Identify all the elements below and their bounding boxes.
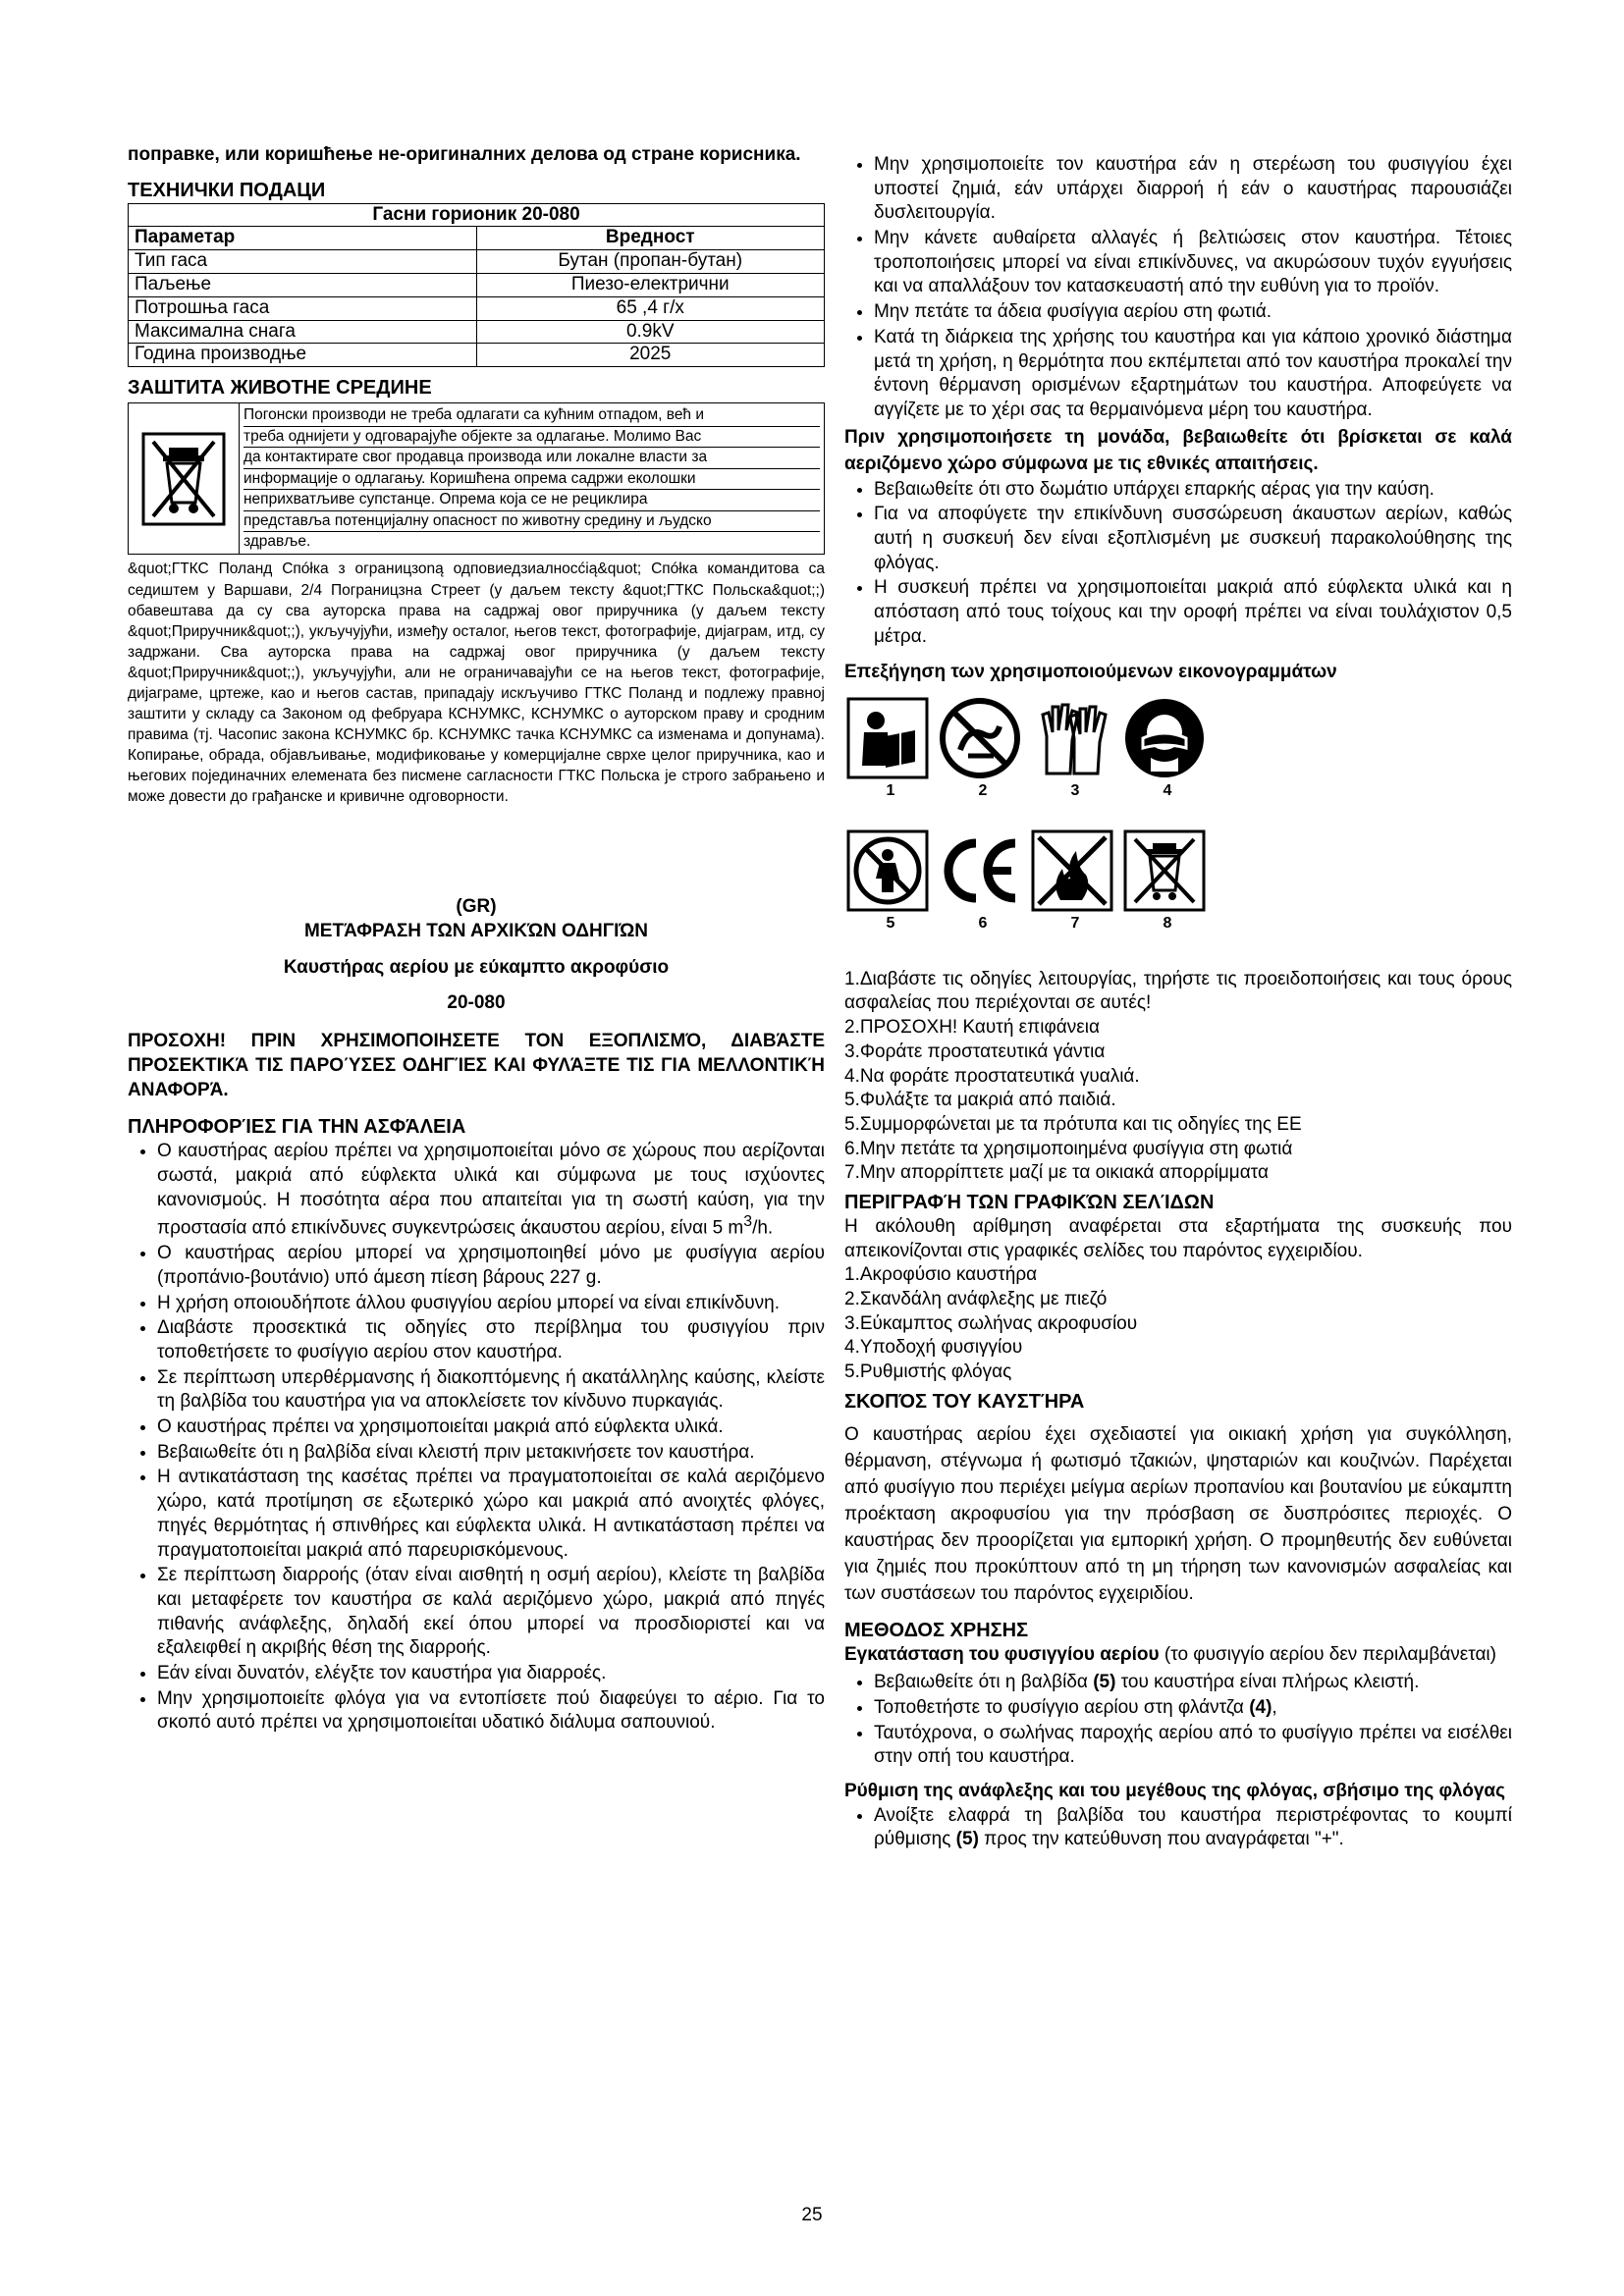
install-text: Βεβαιωθείτε ότι η βαλβίδα [874, 1672, 1094, 1693]
table-row [129, 274, 825, 297]
list-item: 5.Συμμορφώνεται με τα πρότυπα και τις οδηγίες της ΕΕ [844, 1113, 1302, 1135]
pictogram-number: 5 [886, 914, 895, 932]
spec-value: Пиезо-електрични [476, 274, 825, 297]
list-item: • Εάν είναι δυνατόν, ελέγξτε τον καυστήρα για διαρροές. [157, 1662, 825, 1686]
pictogram-number: 3 [1070, 782, 1080, 800]
adjust-list [844, 1804, 1512, 1852]
goggles-icon [1121, 695, 1208, 781]
list-item [874, 1671, 1512, 1695]
parts-list [844, 1263, 1512, 1384]
list-item: • Μην χρησιμοποιείτε φλόγα για να εντοπίσετε πού διαφεύγει το αέριο. Για το σκοπό αυτό πρέπει να χρησιμοποιείται υδατικό διάλυμα σαπουνιού. [157, 1687, 825, 1735]
table-row [129, 250, 825, 274]
env-line: треба однијети у одговарајуће објекте за одлагање. Молимо Вас [244, 427, 820, 448]
pictogram-number: 7 [1070, 914, 1080, 932]
list-item: 3.Φοράτε προστατευτικά γάντια [844, 1041, 1106, 1062]
list-item: 2.Σκανδάλη ανάφλεξης με πιεζό [844, 1289, 1108, 1309]
method-heading: ΜΕΘΟΔΟΣ ΧΡΗΣΗΣ [844, 1619, 1029, 1641]
list-item: 5.Ρυθμιστής φλόγας [844, 1362, 1012, 1383]
env-line: информације о одлагању. Коришћена опрема садржи еколошки [244, 469, 820, 490]
list-item: • Μην κάνετε αυθαίρετα αλλαγές ή βελτιώσεις στον καυστήρα. Τέτοιες τροποποιήσεις μπορεί να είναι επικίνδυνες, να ακυρώσουν τυχόν εγγυήσεις και να απαλλάξουν τον κατασκευαστή από την ευθύνη για το προϊόν. [874, 227, 1512, 299]
pictogram-list [844, 968, 1512, 1186]
list-item: • Σε περίπτωση διαρροής (όταν είναι αισθητή η οσμή αερίου), κλείστε τη βαλβίδα και μεταφέρετε τον καυστήρα σε καλά αεριζόμενο χώρο, μακριά από πηγές πιθανής ανάφλεξης, δηλαδή εκεί όπου μπορεί να προσδιοριστεί και να εξαλειφθεί η ακριβής θέση της διαρροής. [157, 1564, 825, 1661]
list-item: • Βεβαιωθείτε ότι στο δωμάτιο υπάρχει επαρκής αέρας για την καύση. [874, 478, 1512, 503]
list-item: • Η αντικατάσταση της κασέτας πρέπει να πραγματοποιείται σε καλά αεριζόμενο χώρο, κατά προτίμηση σε εξωτερικό χώρο και μακριά από ανοιχτές φλόγες, πηγές θερμότητας ή σπινθήρες και εύφλεκτα υλικά. Η αντικατάσταση πρέπει να πραγματοποιείται μακριά από παρευρισκόμενους. [157, 1466, 825, 1563]
spec-param: Тип гаса [129, 250, 477, 274]
env-line: неприхватљиве супстанце. Опрема која се не рециклира [244, 490, 820, 510]
list-item: 3.Εύκαμπτος σωλήνας ακροφυσίου [844, 1312, 1138, 1334]
pictogram-numbers-row-1 [844, 781, 1512, 802]
read-manual-icon [844, 695, 931, 781]
icons-heading: Επεξήγηση των χρησιμοποιούμενων εικονογραμμάτων [844, 662, 1337, 683]
adjust-ref: (5) [955, 1829, 979, 1850]
list-item [874, 1804, 1512, 1852]
crossed-bin-icon [129, 403, 240, 554]
table-row [129, 344, 825, 367]
gr-subtitle: Καυστήρας αερίου με εύκαμπτο ακροφύσιο [283, 956, 670, 978]
purpose-heading: ΣΚΟΠΌΣ ΤΟΥ ΚΑΥΣΤΉΡΑ [844, 1390, 1085, 1413]
env-line: представља потенцијалну опасност по животну средину и људско [244, 511, 820, 532]
safety-list-continued [844, 153, 1512, 423]
list-item [874, 1696, 1512, 1721]
no-fire-icon [1029, 828, 1115, 914]
list-item: 7.Μην απορρίπτετε μαζί με τα οικιακά απορρίμματα [844, 1162, 1269, 1184]
list-item: • Ο καυστήρας πρέπει να χρησιμοποιείται μακριά από εύφλεκτα υλικά. [157, 1415, 825, 1440]
adjust-heading: Ρύθμιση της ανάφλεξης και του μεγέθους της φλόγας, σβήσιμο της φλόγας [844, 1780, 1505, 1801]
list-item: • Βεβαιωθείτε ότι η βαλβίδα είναι κλειστή πριν μετακινήσετε τον καυστήρα. [157, 1441, 825, 1466]
spec-param: Потрошња гаса [129, 296, 477, 320]
list-item: • Η συσκευή πρέπει να χρησιμοποιείται μακριά από εύφλεκτα υλικά και η απόσταση από τους τοίχους και την οροφή πρέπει να είναι τουλάχιστον 0,5 μέτρα. [874, 576, 1512, 649]
pictogram-number: 8 [1163, 914, 1172, 932]
list-item: 1.Διαβάστε τις οδηγίες λειτουργίας, τηρήστε τις προειδοποιήσεις και τους όρους ασφαλείας που περιέχονται σε αυτές! [844, 968, 1512, 1014]
spec-header-param: Параметар [129, 227, 477, 250]
gr-model: 20-080 [447, 992, 506, 1014]
superscript: 3 [743, 1213, 753, 1231]
adjust-text: προς την κατεύθυνση που αναγράφεται "+". [978, 1829, 1344, 1850]
env-line: Погонски производи не треба одлагати са кућним отпадом, већ и [244, 405, 820, 426]
safety-text: Ο καυστήρας αερίου πρέπει να χρησιμοποιείται μόνο σε χώρους που αερίζονται σωστά, μακριά από εύφλεκτα υλικά και σύμφωνα με τους ισχύοντες κανονισμούς. Η ποσότητα αέρα που απαιτείται για τη σωστή καύση, για την προστασία από επικίνδυνες συγκεντρώσεις άκαυστου αερίου, είναι 5 m [157, 1141, 825, 1239]
env-line: да контактирате свог продавца производа или локалне власти за [244, 448, 820, 468]
spec-value: 0.9kV [476, 320, 825, 344]
pictogram-numbers-row-2 [844, 914, 1512, 934]
spec-param: Паљење [129, 274, 477, 297]
install-text: του καυστήρα είναι πλήρως κλειστή. [1115, 1672, 1420, 1693]
warning-text: ΠΡΟΣΟΧΗ! ΠΡΙΝ ΧΡΗΣΙΜΟΠΟΙΗΣΕΤΕ ΤΟΝ ΕΞΟΠΛΙΣΜΌ, ΔΙΑΒΆΣΤΕ ΠΡΟΣΕΚΤΙΚΆ ΤΙΣ ΠΑΡΟΎΣΕΣ ΟΔΗΓΊΕΣ ΚΑΙ ΦΥΛΆΞΤΕ ΤΙΣ ΓΙΑ ΜΕΛΛΟΝΤΙΚΉ ΑΝΑΦΟΡΆ. [128, 1031, 825, 1100]
page-number: 25 [801, 2205, 823, 2225]
spec-param: Година производње [129, 344, 477, 367]
pictogram-row-2 [844, 828, 1512, 914]
list-item: • Μην χρησιμοποιείτε τον καυστήρα εάν η στερέωση του φυσιγγίου έχει υποστεί ζημιά, εάν υπάρχει διαρροή ή εάν ο καυστήρας παρουσιάζει δυσλειτουργία. [874, 153, 1512, 226]
list-item: • Διαβάστε προσεκτικά τις οδηγίες στο περίβλημα του φυσιγγίου πριν τοποθετήσετε το φυσίγγιο αερίου στον καυστήρα. [157, 1316, 825, 1364]
spec-table-title: Гасни горионик 20-080 [129, 203, 825, 227]
pictogram-row-1 [844, 695, 1512, 781]
spec-header-value: Вредност [476, 227, 825, 250]
install-text: Τοποθετήστε το φυσίγγιο αερίου στη φλάντζα [874, 1696, 1250, 1718]
left-column [128, 143, 825, 1736]
list-item: 2.ΠΡΟΣΟΧΗ! Καυτή επιφάνεια [844, 1017, 1100, 1039]
list-item [157, 1140, 825, 1241]
install-text: , [1272, 1696, 1277, 1718]
install-rest: (το φυσιγγίο αερίου δεν περιλαμβάνεται) [1159, 1643, 1496, 1665]
install-bold: Εγκατάσταση του φυσιγγίου αερίου [844, 1643, 1160, 1665]
env-heading: ЗАШТИТА ЖИВОТНЕ СРЕДИНЕ [128, 377, 432, 400]
table-row [129, 296, 825, 320]
spec-param: Максимална снага [129, 320, 477, 344]
spec-value: Бутан (пропан-бутан) [476, 250, 825, 274]
list-item: 5.Φυλάξτε τα μακριά από παιδιά. [844, 1090, 1116, 1111]
safety-list [128, 1140, 825, 1735]
install-ref: (5) [1093, 1672, 1116, 1693]
pictogram-number: 4 [1163, 782, 1172, 800]
safety-heading: ΠΛΗΡΟΦΟΡΊΕΣ ΓΙΑ ΤΗΝ ΑΣΦΆΛΕΙΑ [128, 1116, 466, 1139]
ce-mark-icon [937, 828, 1023, 914]
spec-value: 2025 [476, 344, 825, 367]
list-item: • Για να αποφύγετε την επικίνδυνη συσσώρευση άκαυστων αερίων, καθώς αυτή η συσκευή δεν είναι εξοπλισμένη με συσκευή παρακολούθησης της φλόγας. [874, 503, 1512, 575]
purpose-text: Ο καυστήρας αερίου έχει σχεδιαστεί για οικιακή χρήση για συγκόλληση, θέρμανση, στέγνωμα ή φωτισμό τζακιών, ψησταριών και κουζινών. Παρέχεται από φυσίγγιο που περιέχει μείγμα αερίων προπανίου και βουτανίου με εύκαμπτη προέκταση ακροφυσίου για την πρόσβαση σε δυσπρόσιτες περιοχές. Ο καυστήρας δεν προορίζεται για εμπορική χρήση. Ο προμηθευτής δεν ευθύνεται για ζημιές που προκύπτουν από τη μη τήρηση των κανονισμών ασφαλείας και των συστάσεων του παρόντος εγχειριδίου. [844, 1423, 1512, 1604]
right-column [844, 153, 1512, 1853]
crossed-bin-icon [1121, 828, 1208, 914]
env-line: здравље. [244, 532, 311, 550]
list-item: 1.Ακροφύσιο καυστήρα [844, 1264, 1038, 1286]
copyright-text: &quot;ГТКС Поланд Спółка з ограницзоną одповиедзиалносćią&quot; Спółка командитова са седиштем у Варшави, 2/4 Пограницзна Стреет (у даљем тексту &quot;ГТКС Польска&quot;;) обавештава да су сва ауторска права на садржај овог приручника (у даљем тексту &quot;Приручник&quot;;), укључујући, између осталог, његов текст, фотографије, дијаграм, итд, су задржани. Сва ауторска права на садржај овог приручника (у даљем тексту &quot;Приручник&quot;;), укључујући, али не ограничавајући се на његов текст, фотографије, дијаграме, цртеже, као и његов састав, припадају искључиво ГТКС Поланд и подлежу правној заштити у складу са Законом од фебруара КСНУМКС, КСНУМКС о ауторском праву и сродним правима (тј. Часопис закона КСНУМКС бр. КСНУМКС тачка КСНУМКС са изменама и допунама). Копирање, обрада, објављивање, модификовање у комерцијалне сврхе целог приручника, као и његових појединачних елемената без писмене сагласности ГТКС Польска је строго забрањено и може довести до грађанске и кривичне одговорности. [128, 561, 825, 806]
list-item: 4.Υποδοχή φυσιγγίου [844, 1337, 1023, 1359]
table-row [129, 320, 825, 344]
safety-text: /h. [752, 1217, 774, 1239]
before-use-text: Πριν χρησιμοποιήσετε τη μονάδα, βεβαιωθείτε ότι βρίσκεται σε καλά αεριζόμενο χώρο σύμφωνα με τις εθνικές απαιτήσεις. [844, 426, 1512, 475]
ventilation-list [844, 478, 1512, 650]
list-item: • Μην πετάτε τα άδεια φυσίγγια αερίου στη φωτιά. [874, 300, 1512, 325]
graphics-heading: ΠΕΡΙΓΡΑΦΉ ΤΩΝ ΓΡΑΦΙΚΏΝ ΣΕΛΊΔΩΝ [844, 1191, 1215, 1213]
tech-heading: ТЕХНИЧКИ ПОДАЦИ [128, 179, 326, 201]
adjust-text: Ανοίξτε ελαφρά τη βαλβίδα του καυστήρα περιστρέφοντας το κουμπί ρύθμισης [874, 1804, 1512, 1850]
list-item: • Σε περίπτωση υπερθέρμανσης ή διακοπτόμενης ή ακατάλληλης καύσης, κλείστε τη βαλβίδα του καυστήρα για να αποκλείσετε τον κίνδυνο πυρκαγιάς. [157, 1366, 825, 1415]
pictogram-number: 1 [886, 782, 895, 800]
install-ref: (4) [1249, 1696, 1272, 1718]
gloves-icon [1029, 695, 1115, 781]
list-item: • Κατά τη διάρκεια της χρήσης του καυστήρα και για κάποιο χρονικό διάστημα μετά τη χρήση, η θερμότητα που εκπέμπεται από τον καυστήρα προκαλεί την έντονη θέρμανση ορισμένων εξαρτημάτων του καυστήρα. Αποφεύγετε να αγγίζετε με το χέρι σας τα θερμαινόμενα μέρη του καυστήρα. [874, 326, 1512, 423]
spec-value: 65 ,4 г/х [476, 296, 825, 320]
pictogram-number: 6 [978, 914, 988, 932]
env-text [240, 403, 824, 554]
pictogram-number: 2 [978, 782, 988, 800]
keep-away-children-icon [844, 828, 931, 914]
spec-table [128, 203, 825, 368]
list-item: • Ταυτόχρονα, ο σωλήνας παροχής αερίου από το φυσίγγιο πρέπει να εισέλθει στην οπή του καυστήρα. [874, 1722, 1512, 1770]
list-item: 4.Να φοράτε προστατευτικά γυαλιά. [844, 1065, 1140, 1087]
list-item: • Ο καυστήρας αερίου μπορεί να χρησιμοποιηθεί μόνο με φυσίγγια αερίου (προπάνιο-βουτάνιο) υπό άμεση πίεση βάρους 227 g. [157, 1242, 825, 1290]
hot-surface-icon [937, 695, 1023, 781]
list-item: • Η χρήση οποιουδήποτε άλλου φυσιγγίου αερίου μπορεί να είναι επικίνδυνη. [157, 1292, 825, 1316]
gr-code: (GR) [456, 896, 497, 918]
graphics-intro: Η ακόλουθη αρίθμηση αναφέρεται στα εξαρτήματα της συσκευής που απεικονίζονται στις γραφικές σελίδες του παρόντος εγχειριδίου. [844, 1215, 1512, 1261]
list-item: 6.Μην πετάτε τα χρησιμοποιημένα φυσίγγια στη φωτιά [844, 1138, 1293, 1159]
gr-title: ΜΕΤΆΦΡΑΣΗ ΤΩΝ ΑΡΧΙΚΏΝ ΟΔΗΓΙΏΝ [303, 921, 649, 942]
install-heading [844, 1643, 1512, 1668]
install-list [844, 1671, 1512, 1770]
env-box [128, 402, 825, 555]
intro-text: поправке, или коришћење не-оригиналних делова од стране корисника. [128, 144, 801, 165]
